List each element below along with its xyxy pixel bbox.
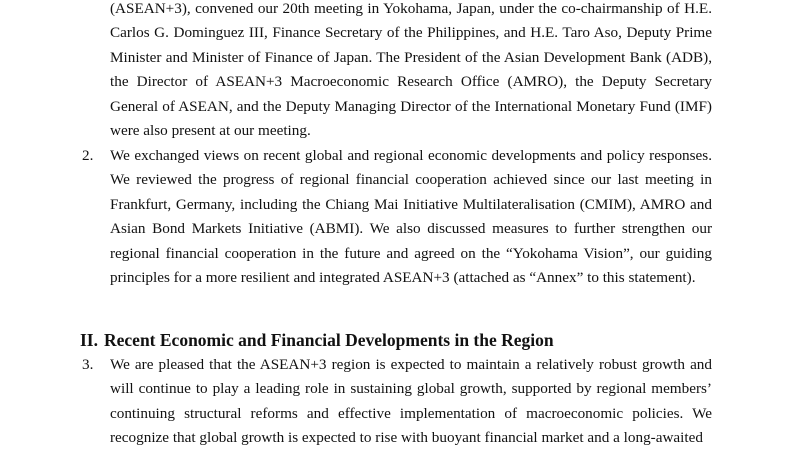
paragraph-1-continuation: (ASEAN+3), convened our 20th meeting in Yokohama, Japan, under the co-chairmanship of H.E. Carlos G. Dominguez III, Finance Secretary of the Philippines, and H.E. Taro Aso, Deputy Prime Minister and Minister of Finance of Japan. The President of the Asian Development Bank (ADB), the Director of ASEAN+3 Macroeconomic Research Office (AMRO), the Deputy Secretary General of ASEAN, and the Deputy Managing Director of the International Monetary Fund (IMF) were also present at our meeting. bbox=[110, 0, 712, 140]
section-number: II. bbox=[80, 330, 98, 350]
paragraph-2-number: 2. bbox=[82, 147, 94, 164]
paragraph-2: We exchanged views on recent global and regional economic developments and policy responses. We reviewed the progress of regional financial cooperation achieved since our last meeting in Frankfurt, Germany, including the Chiang Mai Initiative Multilateralisation (CMIM), AMRO and Asian Bond Markets Initiative (ABMI). We also discussed measures to further strengthen our regional financial cooperation in the future and agreed on the “Yokohama Vision”, our guiding principles for a more resilient and integrated ASEAN+3 (attached as “Annex” to this statement). bbox=[110, 147, 712, 287]
paragraph-3-number: 3. bbox=[82, 356, 94, 373]
paragraph-3: We are pleased that the ASEAN+3 region is expected to maintain a relatively robust growth and will continue to play a leading role in sustaining global growth, supported by regional members’ continuing structural reforms and effective implementation of macroeconomic policies. We recognize that global growth is expected to rise with buoyant financial market and a long-awaited bbox=[110, 356, 712, 447]
section-title: Recent Economic and Financial Developments in the Region bbox=[104, 330, 554, 350]
section-heading bbox=[80, 329, 554, 351]
